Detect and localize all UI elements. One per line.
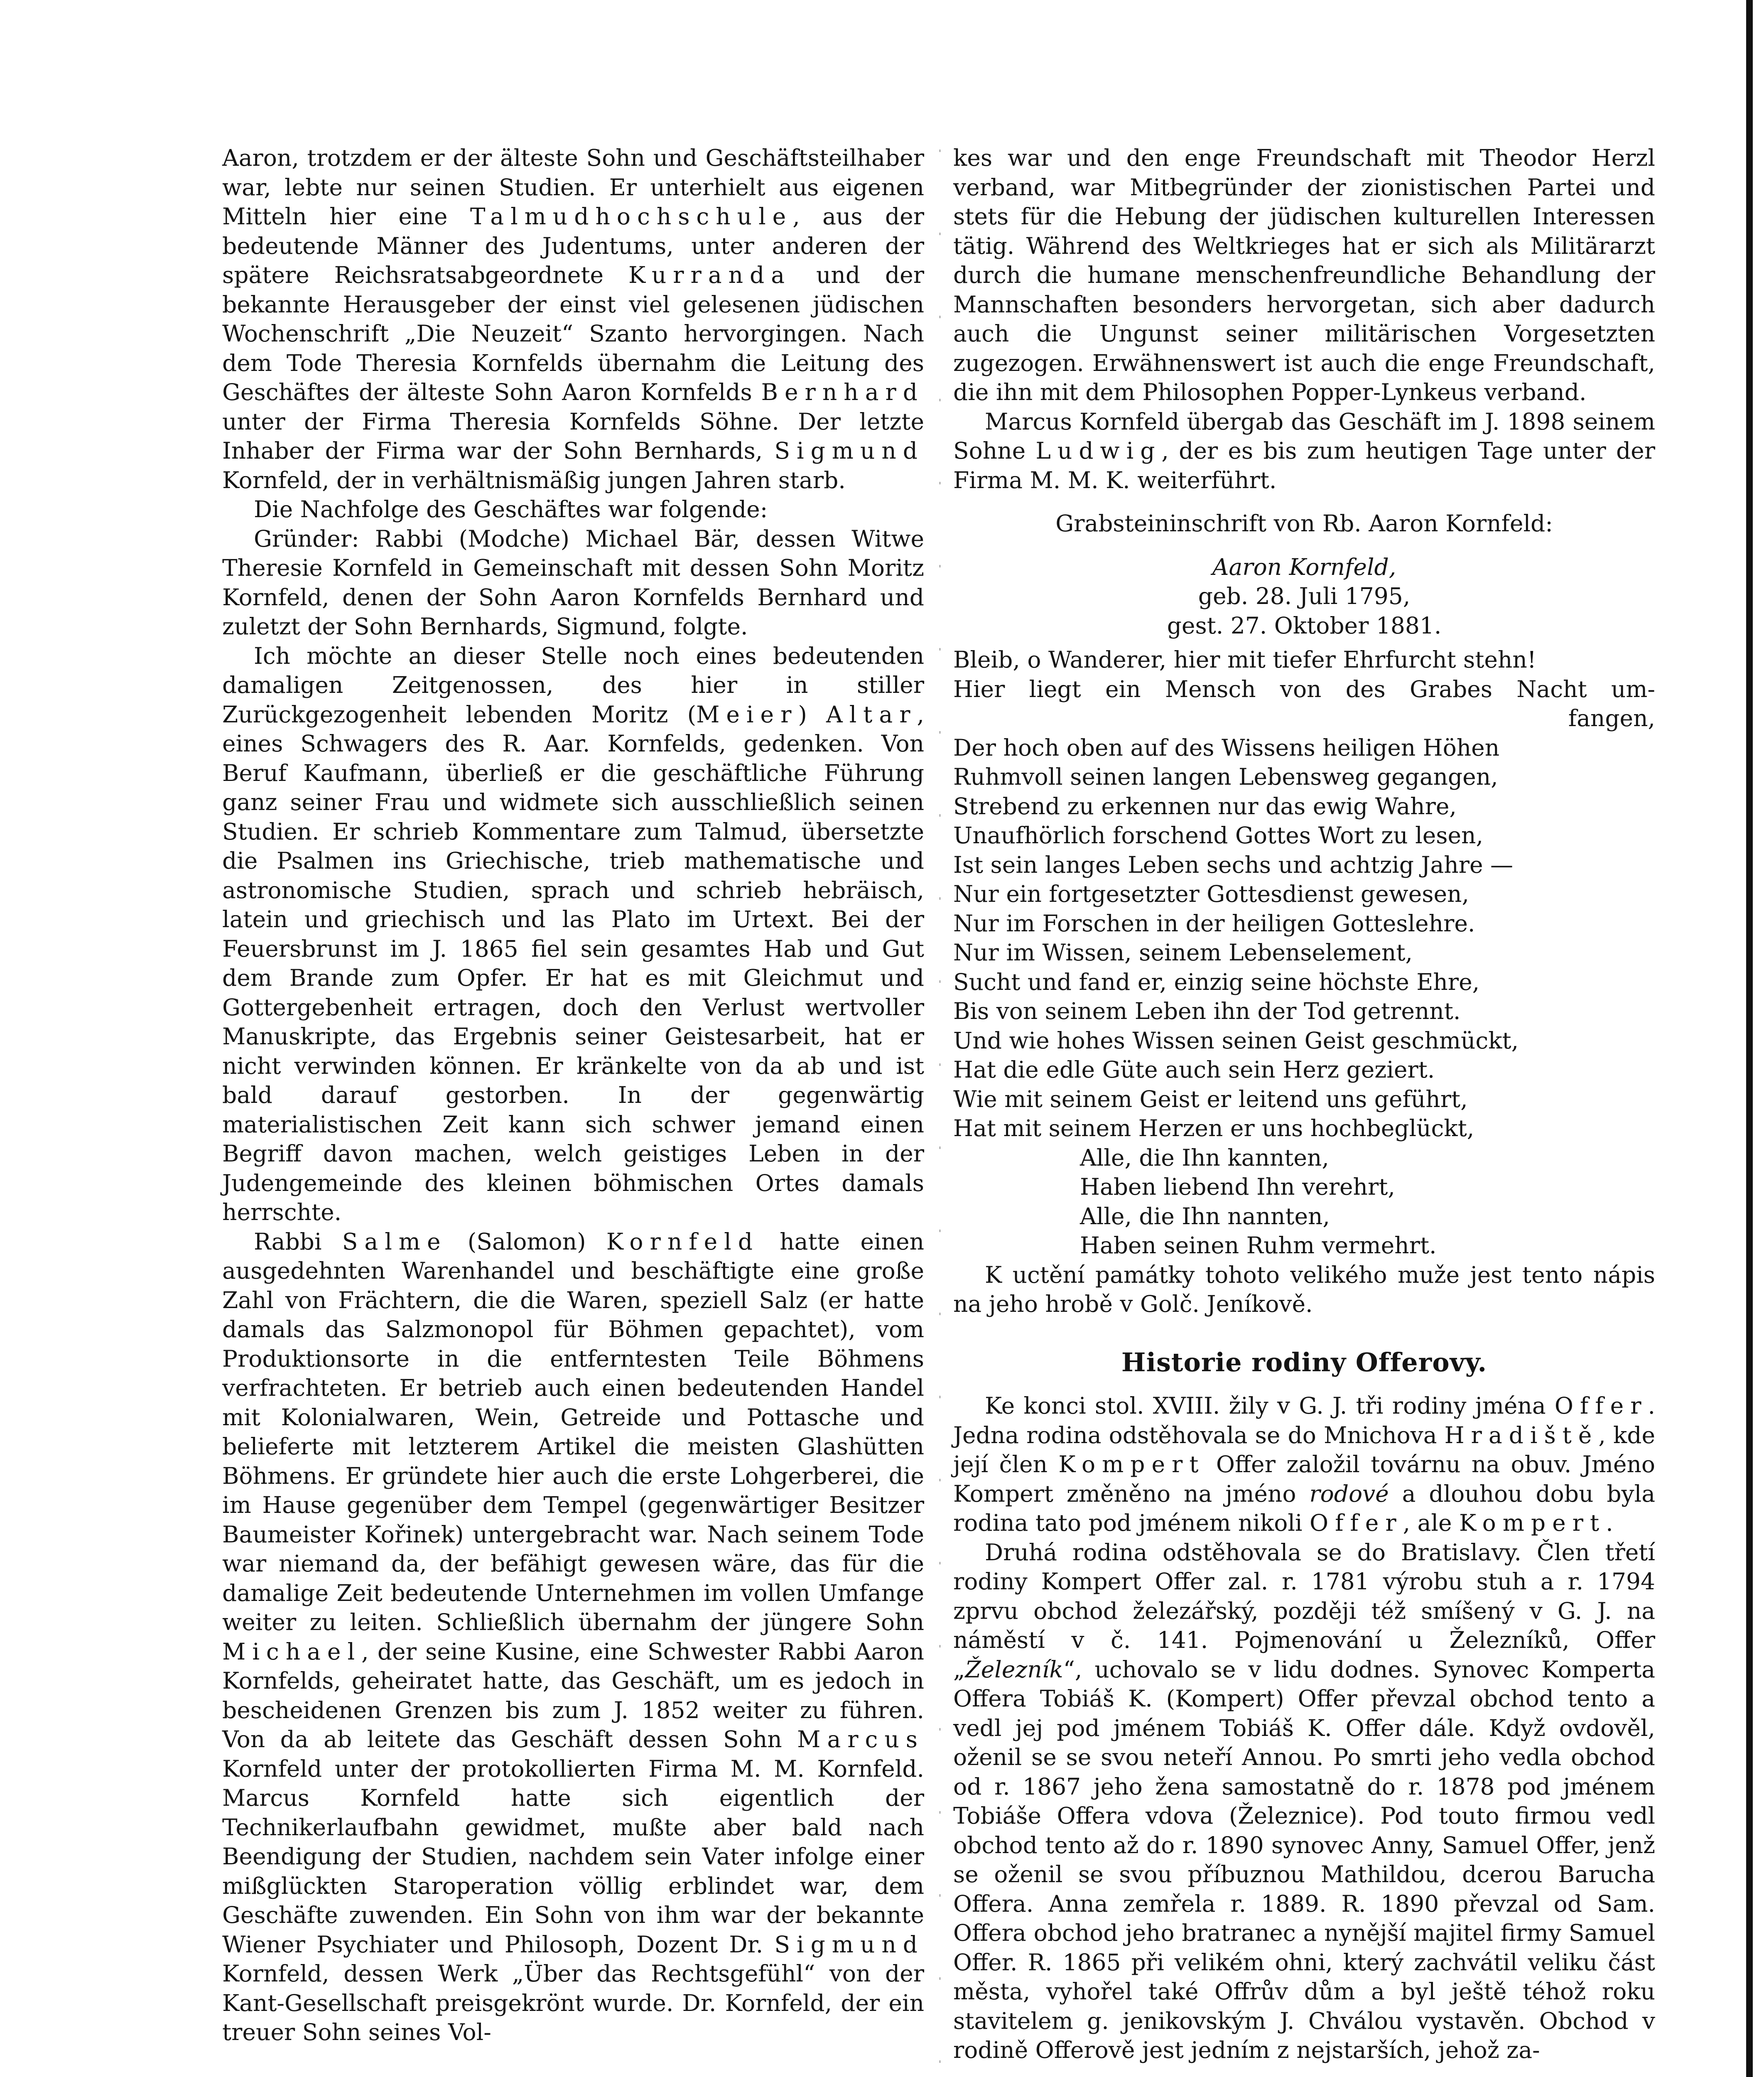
paragraph: Ke konci stol. XVIII. žily v G. J. tři rodiny jména Offer. Jedna rodina odstěhovala se do Mnichova Hradiště, kde její člen Kompert Offer založil továrnu na obuv. Jméno Kompert změněno na jméno rodové a dlouhou dobu byla rodina tato pod jménem nikoli Offer, ale Kompert. [953,1392,1655,1536]
poem-line: Bis von seinem Leben ihn der Tod getrennt. [953,998,1461,1024]
poem-line: Nur im Forschen in der heiligen Gotteslehre. [953,910,1475,937]
epitaph-poem [953,645,1655,1260]
poem-line: Unaufhörlich forschend Gottes Wort zu lesen, [953,822,1483,849]
poem-line: Und wie hohes Wissen seinen Geist geschmückt, [953,1027,1519,1054]
poem-line: Hat mit seinem Herzen er uns hochbeglückt, [953,1115,1474,1142]
czech-note: K uctění památky tohoto velikého muže jest tento nápis na jeho hrobě v Golč. Jeníkově. [953,1261,1655,1317]
paragraph: Druhá rodina odstěhovala se do Bratislavy. Člen třetí rodiny Kompert Offer zal. r. 1781 výrobu stuh a r. 1794 zprvu obchod železářský, později též smíšený v G. J. na náměstí v č. 141. Pojmenování u Železníků, Offer „Železník“, uchovalo se v lidu dodnes. Synovec Komperta Offera Tobiáš K. (Kompert) Offer převzal obchod tento a vedl jej pod jménem Tobiáš K. Offer dále. Když ovdověl, oženil se se svou neteří Annou. Po smrti jeho vedla obchod od r. 1867 jeho žena samostatně do r. 1878 pod jménem Tobiáše Offera vdova (Železnice). Pod touto firmou vedl obchod tento až do r. 1890 synovec Anny, Samuel Offer, jenž se oženil se svou příbuznou Mathildou, dcerou Barucha Offera. Anna zemřela r. 1889. R. 1890 převzal od Sam. Offera obchod jeho bratranec a nynější majitel firmy Samuel Offer. R. 1865 při velikém ohni, který zachvátil veliku část města, vyhořel také Offrův dům a byl ještě téhož roku stavitelem g. jenikovským J. Chválou vystavěn. Obchod v rodině Offerově jest jedním z nejstarších, jehož za- [953,1539,1655,2063]
paragraph: Ich möchte an dieser Stelle noch eines bedeutenden damaligen Zeitgenossen, des hier in stiller Zurückgezogenheit lebenden Moritz (Meier) Altar, eines Schwagers des R. Aar. Kornfelds, gedenken. Von Beruf Kaufmann, überließ er die geschäftliche Führung ganz seiner Frau und widmete sich ausschließlich seinen Studien. Er schrieb Kommentare zum Talmud, übersetzte die Psalmen ins Griechische, trieb mathematische und astronomische Studien, sprach und schrieb hebräisch, latein und griechisch und las Plato im Urtext. Bei der Feuersbrunst im J. 1865 fiel sein gesamtes Hab und Gut dem Brande zum Opfer. Er hat es mit Gleichmut und Gottergebenheit ertragen, doch den Verlust wertvoller Manuskripte, das Ergebnis seiner Geistesarbeit, hat er nicht verwinden können. Er kränkelte von da ab und ist bald darauf gestorben. In der gegenwärtig materialistischen Zeit kann sich schwer jemand einen Begriff davon machen, welch geistiges Leben in der Judengemeinde des kleinen böhmischen Ortes damals herrschte. [222,642,924,1225]
paragraph: Rabbi Salme (Salomon) Kornfeld hatte einen ausgedehnten Warenhandel und beschäftigte eine große Zahl von Frächtern, die die Waren, speziell Salz (er hatte damals das Salzmonopol für Böhmen gepachtet), vom Produktionsorte in die entferntesten Teile Böhmens verfrachteten. Er betrieb auch einen bedeutenden Handel mit Kolonialwaren, Wein, Getreide und Pottasche und belieferte mit letzterem Artikel die meisten Glashütten Böhmens. Er gründete hier auch die erste Lohgerberei, die im Hause gegenüber dem Tempel (gegenwärtiger Besitzer Baumeister Kořinek) untergebracht war. Nach seinem Tode war niemand da, der befähigt gewesen wäre, das für die damalige Zeit bedeutende Unternehmen im vollen Umfange weiter zu leiten. Schließlich übernahm der jüngere Sohn Michael, der seine Kusine, eine Schwester Rabbi Aaron Kornfelds, geheiratet hatte, das Geschäft, um es jedoch in bescheidenen Grenzen bis zum J. 1852 weiter zu führen. Von da ab leitete das Geschäft dessen Sohn Marcus Kornfeld unter der protokollierten Firma M. M. Kornfeld. Marcus Kornfeld hatte sich eigentlich der Technikerlaufbahn gewidmet, mußte aber bald nach Beendigung der Studien, nachdem sein Vater infolge einer mißglückten Staroperation völlig erblindet war, dem Geschäfte zuwenden. Ein Sohn von ihm war der bekannte Wiener Psychiater und Philosoph, Dozent Dr. Sigmund Kornfeld, dessen Werk „Über das Rechtsgefühl“ von der Kant-Gesellschaft preisgekrönt wurde. Dr. Kornfeld, der ein treuer Sohn seines Vol- [222,1228,924,2045]
poem-line: Bleib, o Wanderer, hier mit tiefer Ehrfurcht stehn! [953,646,1536,673]
paragraph: Aaron, trotzdem er der älteste Sohn und Geschäftsteilhaber war, lebte nur seinen Studien. Er unterhielt aus eigenen Mitteln hier eine Talmudhochschule, aus der bedeutende Männer des Judentums, unter anderen der spätere Reichsratsabgeordnete Kurranda und der bekannte Herausgeber der einst viel gelesenen jüdischen Wochenschrift „Die Neuzeit“ Szanto hervorgingen. Nach dem Tode Theresia Kornfelds übernahm die Leitung des Geschäftes der älteste Sohn Aaron Kornfelds Bernhard unter der Firma Theresia Kornfelds Söhne. Der letzte Inhaber der Firma war der Sohn Bernhards, Sigmund Kornfeld, der in verhältnismäßig jungen Jahren starb. [222,145,924,493]
paragraph: Die Nachfolge des Geschäftes war folgende: [254,496,768,523]
epitaph-died: gest. 27. Oktober 1881. [1167,612,1442,639]
poem-line: Strebend zu erkennen nur das ewig Wahre, [953,793,1457,820]
poem-line: Hier liegt ein Mensch von des Grabes Nacht um- [953,675,1655,702]
paragraph: Marcus Kornfeld übergab das Geschäft im J. 1898 seinem Sohne Ludwig, der es bis zum heutigen Tage unter der Firma M. M. K. weiterführt. [953,408,1655,493]
poem-line: Ruhmvoll seinen langen Lebensweg gegangen, [953,764,1498,790]
paragraph: Gründer: Rabbi (Modche) Michael Bär, dessen Witwe Theresie Kornfeld in Gemeinschaft mit dessen Sohn Moritz Kornfeld, denen der Sohn Aaron Kornfelds Bernhard und zuletzt der Sohn Bernhards, Sigmund, folgte. [222,525,924,640]
poem-line: Ist sein langes Leben sechs und achtzig Jahre — [953,851,1514,878]
stanza-line: Haben liebend Ihn verehrt, [1080,1174,1395,1200]
poem-line: Wie mit seinem Geist er leitend uns geführt, [953,1085,1468,1112]
stanza-line: Haben seinen Ruhm vermehrt. [1080,1232,1437,1259]
epitaph-born: geb. 28. Juli 1795, [1198,583,1411,609]
poem-line: Der hoch oben auf des Wissens heiligen Höhen [953,734,1500,761]
poem-line: fangen, [1568,705,1655,732]
poem-line: Nur im Wissen, seinem Lebenselement, [953,939,1413,966]
poem-line: Nur ein fortgesetzter Gottesdienst gewesen, [953,881,1469,907]
epitaph-heading: Grabsteininschrift von Rb. Aaron Kornfeld: [1055,510,1553,537]
right-column [953,143,1655,2065]
stanza-line: Alle, die Ihn kannten, [1080,1144,1329,1171]
poem-line: Sucht und fand er, einzig seine höchste Ehre, [953,968,1480,995]
left-column [222,143,924,2047]
epitaph-name: Aaron Kornfeld, [1212,553,1396,580]
section-title: Historie rodiny Offerovy. [1121,1347,1487,1377]
paragraph: kes war und den enge Freundschaft mit Theodor Herzl verband, war Mitbegründer der zionistischen Partei und stets für die Hebung der jüdischen kulturellen Interessen tätig. Während des Weltkrieges hat er sich als Militärarzt durch die humane menschenfreundliche Behandlung der Mannschaften besonders hervorgetan, sich aber dadurch auch die Ungunst seiner militärischen Vorgesetzten zugezogen. Erwähnenswert ist auch die enge Freundschaft, die ihn mit dem Philosophen Popper-Lynkeus verband. [953,145,1655,405]
stanza-line: Alle, die Ihn nannten, [1080,1203,1330,1230]
poem-line: Hat die edle Güte auch sein Herz geziert. [953,1056,1435,1083]
